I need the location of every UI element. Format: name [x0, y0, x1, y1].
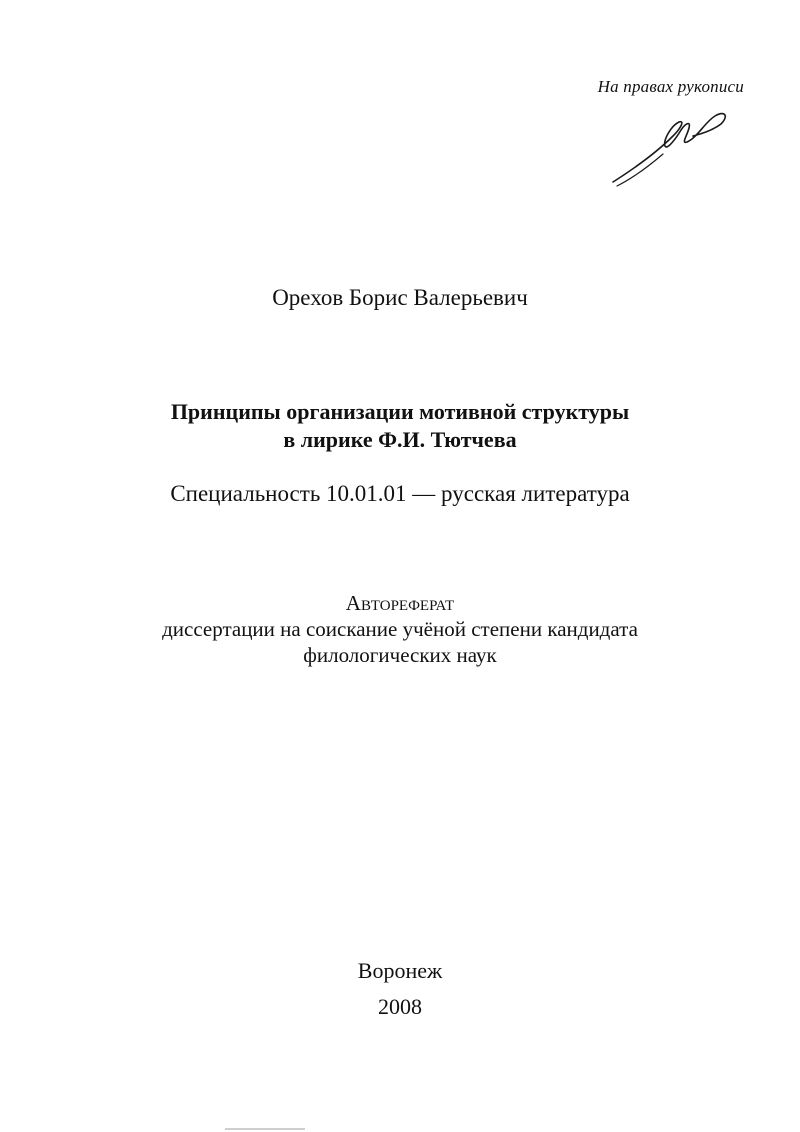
title-line-2: в лирике Ф.И. Тютчева [283, 427, 517, 452]
abstract-description [0, 590, 800, 668]
title-line-1: Принципы организации мотивной структуры [170, 399, 630, 424]
specialty-line: Специальность 10.01.01 — русская литература [170, 481, 630, 506]
handwritten-signature [605, 100, 735, 190]
publication-year: 2008 [378, 994, 422, 1019]
dissertation-title [0, 398, 800, 454]
abstract-line-1: диссертации на соискание учёной степени кандидата [162, 617, 638, 641]
abstract-label: Автореферат [345, 591, 455, 615]
abstract-line-2: филологических наук [303, 643, 497, 667]
publication-city: Воронеж [357, 958, 443, 983]
author-name: Орехов Борис Валерьевич [272, 285, 528, 310]
scan-edge-mark [225, 1128, 305, 1130]
manuscript-note: На правах рукописи [597, 77, 744, 96]
